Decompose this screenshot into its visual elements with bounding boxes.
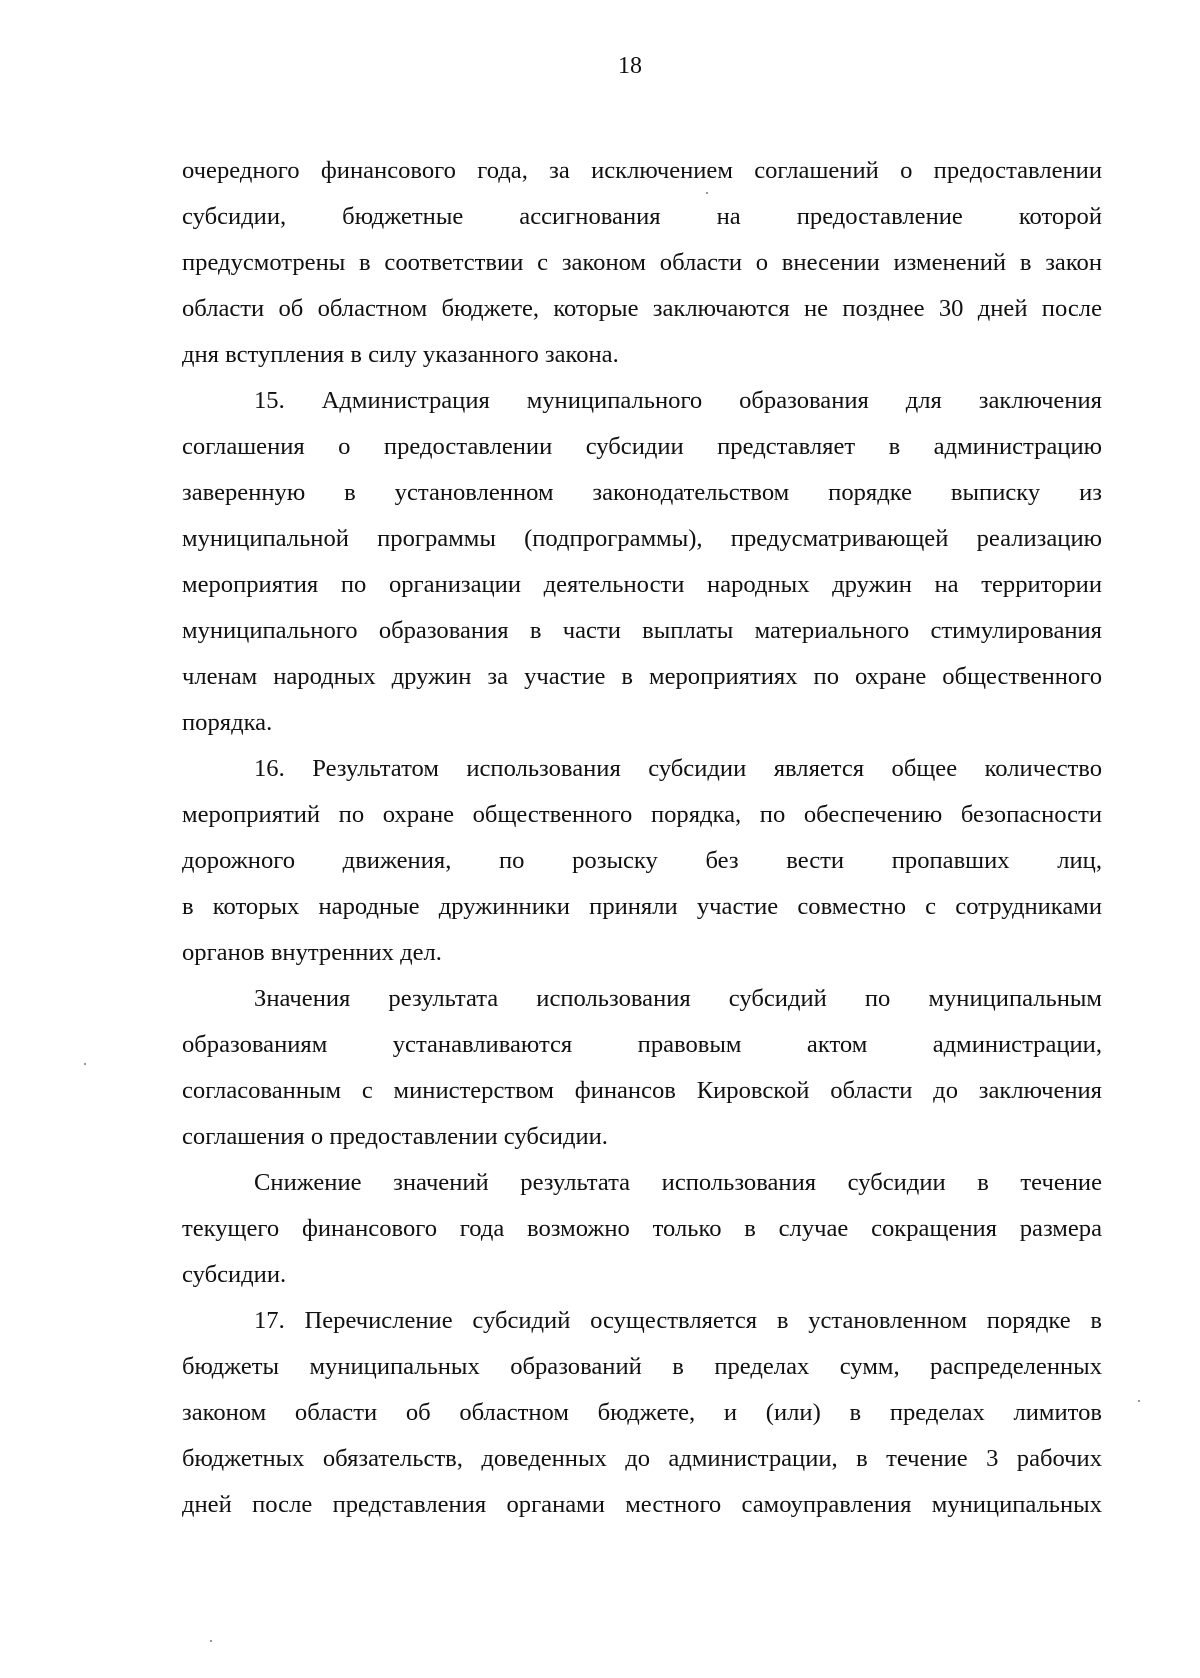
scan-speck: [706, 192, 708, 194]
page-number: 18: [618, 53, 642, 79]
text-line: бюджетных обязательств, доведенных до администрации, в течение 3 рабочих: [182, 1445, 1102, 1472]
paragraph: [182, 148, 1102, 378]
text-line: субсидии, бюджетные ассигнования на предоставление которой: [182, 203, 1102, 230]
text-line: членам народных дружин за участие в мероприятиях по охране общественного: [182, 663, 1102, 690]
scan-speck: [210, 1640, 212, 1642]
text-line: порядка.: [182, 709, 273, 736]
text-line: муниципальной программы (подпрограммы), предусматривающей реализацию: [182, 525, 1102, 552]
text-line: предусмотрены в соответствии с законом области о внесении изменений в закон: [182, 249, 1102, 276]
text-line: дня вступления в силу указанного закона.: [182, 341, 619, 368]
text-line: законом области об областном бюджете, и (или) в пределах лимитов: [182, 1399, 1102, 1426]
text-line: 16. Результатом использования субсидии является общее количество: [254, 755, 1102, 782]
scan-speck: [84, 1063, 86, 1065]
text-line: мероприятий по охране общественного порядка, по обеспечению безопасности: [182, 801, 1102, 828]
text-line: дорожного движения, по розыску без вести пропавших лиц,: [182, 847, 1102, 874]
text-line: муниципального образования в части выплаты материального стимулирования: [182, 617, 1102, 644]
text-line: органов внутренних дел.: [182, 939, 442, 966]
text-line: бюджеты муниципальных образований в пределах сумм, распределенных: [182, 1353, 1102, 1380]
text-line: соглашения о предоставлении субсидии.: [182, 1123, 608, 1150]
paragraph-result-values: [182, 976, 1102, 1160]
paragraph-reduction: [182, 1160, 1102, 1298]
text-line: согласованным с министерством финансов Кировской области до заключения: [182, 1077, 1102, 1104]
text-line: образованиям устанавливаются правовым актом администрации,: [182, 1031, 1102, 1058]
text-line: 17. Перечисление субсидий осуществляется в установленном порядке в: [254, 1307, 1102, 1334]
scan-speck: [1138, 1400, 1140, 1402]
text-line: мероприятия по организации деятельности народных дружин на территории: [182, 571, 1102, 598]
paragraph-17: [182, 1298, 1102, 1528]
body-text: [182, 148, 1102, 1528]
text-line: субсидии.: [182, 1261, 287, 1288]
text-line: соглашения о предоставлении субсидии представляет в администрацию: [182, 433, 1102, 460]
text-line: Значения результата использования субсидий по муниципальным: [254, 985, 1102, 1012]
text-line: в которых народные дружинники приняли участие совместно с сотрудниками: [182, 893, 1102, 920]
text-line: области об областном бюджете, которые заключаются не позднее 30 дней после: [182, 295, 1102, 322]
text-line: текущего финансового года возможно только в случае сокращения размера: [182, 1215, 1102, 1242]
paragraph-16: [182, 746, 1102, 976]
text-line: дней после представления органами местного самоуправления муниципальных: [182, 1491, 1102, 1518]
text-line: заверенную в установленном законодательством порядке выписку из: [182, 479, 1102, 506]
text-line: Снижение значений результата использования субсидии в течение: [254, 1169, 1102, 1196]
text-line: очередного финансового года, за исключением соглашений о предоставлении: [182, 157, 1102, 184]
text-line: 15. Администрация муниципального образования для заключения: [254, 387, 1102, 414]
paragraph-15: [182, 378, 1102, 746]
